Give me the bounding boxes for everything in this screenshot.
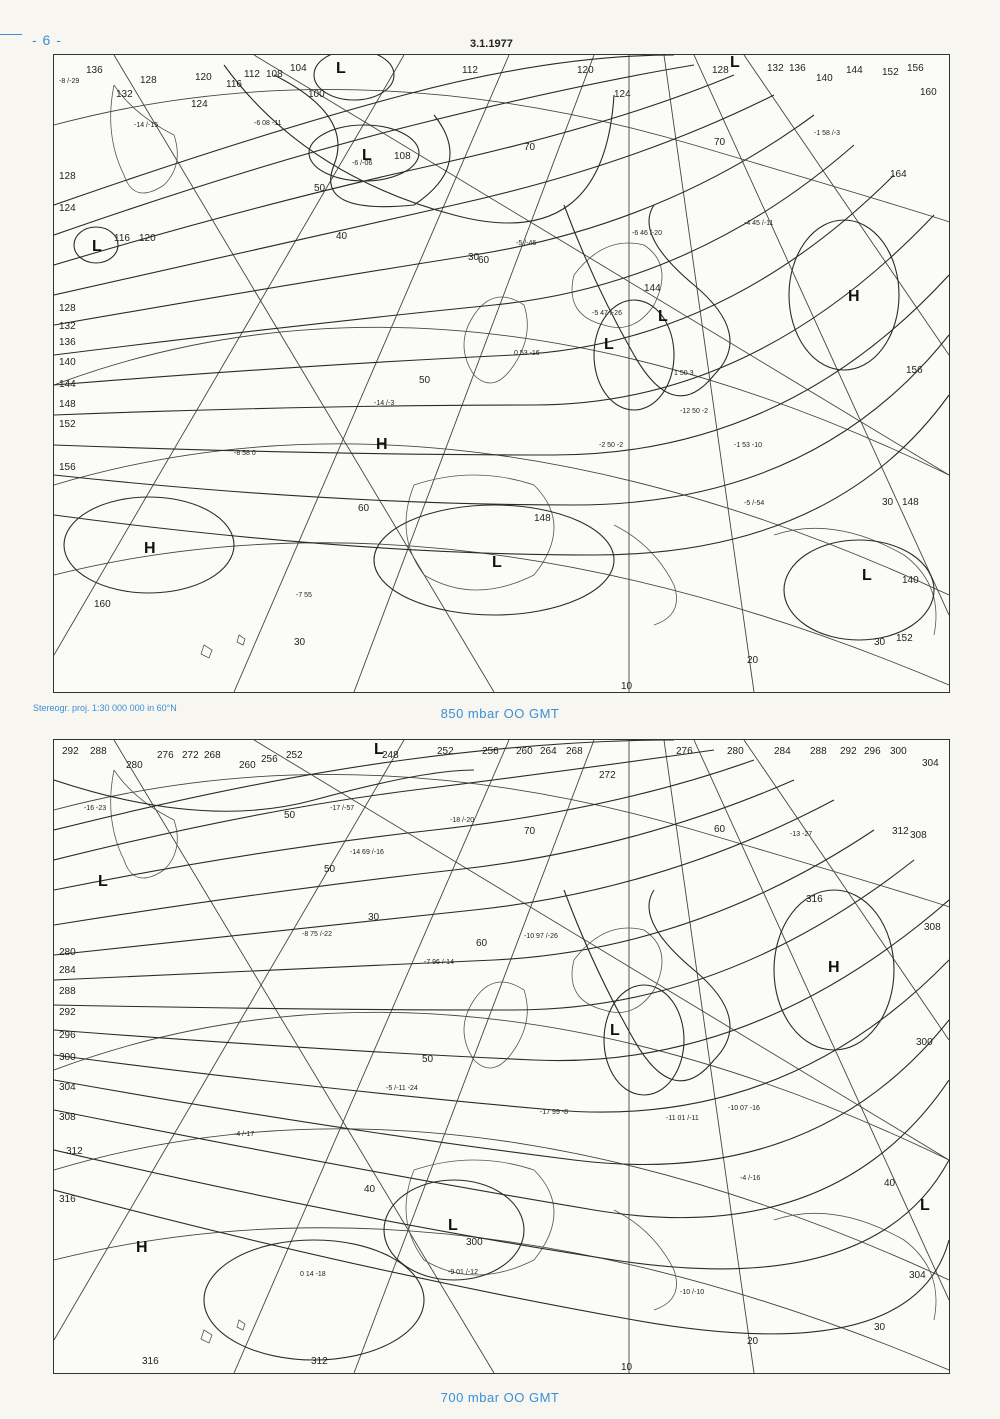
- meridian-line: [54, 55, 404, 655]
- station-plot: -1 58 /-3: [814, 130, 841, 137]
- latitude-line: [54, 444, 949, 595]
- contour-label: 144: [846, 65, 863, 76]
- station-plot: 1 50 3: [674, 370, 694, 377]
- contour-label: 280: [126, 760, 143, 771]
- contour-label: 260: [239, 760, 256, 771]
- page-number: - 6 -: [32, 32, 62, 48]
- contour-label: 124: [614, 89, 631, 100]
- station-plot: -18 /-20: [450, 817, 475, 824]
- longitude-label: 20: [747, 1336, 759, 1347]
- station-plot: -5 47 /-26: [592, 310, 622, 317]
- latitude-label: 30: [874, 1322, 886, 1333]
- contour-label: 248: [382, 750, 399, 761]
- meridian-line: [694, 55, 949, 615]
- latitude-line: [54, 327, 949, 475]
- station-plot: -1 53 -10: [734, 442, 763, 449]
- contour-label: 280: [727, 746, 744, 757]
- closed-contour-104: [314, 55, 394, 100]
- meridian-line: [664, 740, 754, 1373]
- contour-label: 300: [890, 746, 907, 757]
- contour-label: 136: [86, 65, 103, 76]
- station-plot: -8 58 0: [234, 450, 256, 457]
- contour-label: 256: [261, 754, 278, 765]
- low-center-marker: L: [336, 60, 346, 77]
- contour-lines: [54, 740, 949, 1334]
- station-plot: -5 /-54: [744, 500, 765, 507]
- contour-label: 268: [566, 746, 583, 757]
- contour-label: 316: [806, 894, 823, 905]
- latitude-label: 50: [324, 864, 336, 875]
- station-plot: -4 /-16: [740, 1175, 761, 1182]
- iberia-coast: [406, 475, 554, 590]
- station-plot: -6 /-06: [352, 160, 373, 167]
- low-center-marker: L: [604, 336, 614, 353]
- station-plot: -2 50 -2: [599, 442, 624, 449]
- map-850mbar[interactable]: [53, 54, 950, 693]
- contour-label: 312: [311, 1356, 328, 1367]
- contour-label: 304: [922, 758, 939, 769]
- contour-label: 120: [577, 65, 594, 76]
- closed-contour-148-east: [784, 540, 934, 640]
- low-center-marker: L: [658, 308, 668, 325]
- latitude-label: 50: [422, 1054, 434, 1065]
- contour-label: 268: [204, 750, 221, 761]
- contour-line: [54, 780, 794, 925]
- graticule: [54, 55, 949, 692]
- longitude-label: 10: [621, 1362, 633, 1373]
- contour-line: [54, 1080, 949, 1218]
- latitude-label: 60: [478, 255, 490, 266]
- contour-label: 30: [874, 637, 886, 648]
- contour-label: 160: [920, 87, 937, 98]
- contour-line: [54, 900, 949, 1061]
- contour-label: 128: [712, 65, 729, 76]
- contour-label: 292: [62, 746, 79, 757]
- contour-label: 120: [139, 233, 156, 244]
- coastline: [111, 770, 936, 1343]
- contour-line: [54, 760, 754, 890]
- contour-line: [54, 1150, 949, 1269]
- station-plot: -8 75 /-22: [302, 931, 332, 938]
- station-plot: -10 /-10: [680, 1289, 705, 1296]
- contour-label: 296: [864, 746, 881, 757]
- contour-label: 124: [59, 203, 76, 214]
- contour-label: 252: [437, 746, 454, 757]
- contour-label: 288: [59, 986, 76, 997]
- meridian-line: [744, 740, 949, 1040]
- contour-label: 108: [266, 69, 283, 80]
- low-center-marker: L: [98, 873, 108, 890]
- british-isles-coast: [464, 297, 527, 383]
- contour-label: 148: [902, 497, 919, 508]
- contour-label: 136: [59, 337, 76, 348]
- contour-label: 120: [195, 72, 212, 83]
- station-plot: -11 01 /-11: [666, 1115, 699, 1122]
- low-center-marker: L: [610, 1022, 620, 1039]
- station-plot: -4 45 /-11: [744, 220, 774, 227]
- contour-label: 252: [286, 750, 303, 761]
- station-plot: -14 /-3: [374, 400, 395, 407]
- italy-coast: [614, 1210, 677, 1310]
- contour-label: 100: [308, 89, 325, 100]
- closed-contours: [204, 890, 894, 1360]
- station-plot: -5 /-46: [516, 240, 537, 247]
- station-plot: -9 01 /-12: [448, 1269, 478, 1276]
- latitude-line: [54, 1012, 949, 1160]
- contour-label: 30: [294, 637, 306, 648]
- contour-label: 140: [816, 73, 833, 84]
- latitude-label: 40: [336, 231, 348, 242]
- longitude-label: 20: [747, 655, 759, 666]
- contour-label: 132: [116, 89, 133, 100]
- meridian-line: [694, 740, 949, 1300]
- graticule: [54, 740, 949, 1373]
- station-plot: -6 46 /-20: [632, 230, 662, 237]
- meridian-line: [354, 55, 594, 692]
- contour-label: 260: [516, 746, 533, 757]
- low-center-marker: L: [448, 1217, 458, 1234]
- high-center-marker: H: [136, 1239, 148, 1256]
- contour-label: 288: [90, 746, 107, 757]
- station-plot: 0 14 -18: [300, 1271, 326, 1278]
- edge-rule: [0, 34, 22, 35]
- contour-label: 284: [774, 746, 791, 757]
- contour-label: 264: [540, 746, 557, 757]
- contour-label: 276: [676, 746, 693, 757]
- station-plot: -14 69 /-16: [350, 849, 384, 856]
- high-center-marker: H: [376, 436, 388, 453]
- contour-label: 284: [59, 965, 76, 976]
- latitude-label: 30: [468, 252, 480, 263]
- contour-label: 140: [59, 357, 76, 368]
- station-plot: 0 53 -16: [514, 350, 540, 357]
- graticule-labels: [284, 810, 896, 1373]
- contour-label: 132: [59, 321, 76, 332]
- contour-label: 128: [140, 75, 157, 86]
- contour-label: 164: [890, 169, 907, 180]
- contour-label: 308: [59, 1112, 76, 1123]
- latitude-line: [54, 1129, 949, 1280]
- latitude-label: 60: [476, 938, 488, 949]
- latitude-label: 30: [882, 497, 894, 508]
- projection-note: Stereogr. proj. 1:30 000 000 in 60°N: [33, 703, 177, 713]
- contour-label: 128: [59, 171, 76, 182]
- contour-label: 288: [810, 746, 827, 757]
- contour-label: 144: [59, 379, 76, 390]
- map-caption-700: 700 mbar OO GMT: [440, 1390, 560, 1405]
- contour-label: 156: [59, 462, 76, 473]
- contour-label: 128: [59, 303, 76, 314]
- low-center-marker: L: [730, 55, 740, 71]
- page-date: 3.1.1977: [470, 38, 513, 50]
- contour-label: 124: [191, 99, 208, 110]
- contour-label: 272: [182, 750, 199, 761]
- contour-label: 276: [157, 750, 174, 761]
- contour-label: 116: [226, 79, 242, 90]
- contour-label: 304: [59, 1082, 76, 1093]
- station-plot: -10 07 -16: [728, 1105, 760, 1112]
- contour-label: 280: [59, 947, 76, 958]
- latitude-label: 30: [368, 912, 380, 923]
- latitude-label: 50: [314, 183, 326, 194]
- low-center-marker: L: [492, 554, 502, 571]
- contour-label: 292: [840, 746, 857, 757]
- italy-coast: [614, 525, 677, 625]
- latitude-label: 60: [358, 503, 370, 514]
- contour-label: 136: [789, 63, 806, 74]
- latitude-line: [54, 1228, 949, 1370]
- contour-label: 300: [59, 1052, 76, 1063]
- meridian-line: [114, 740, 494, 1373]
- latitude-label: 50: [419, 375, 431, 386]
- station-plot: -6 08 -11: [254, 120, 282, 127]
- closed-contour-160-east: [789, 220, 899, 370]
- contour-label: 304: [909, 1270, 926, 1281]
- contour-label: 312: [892, 826, 909, 837]
- latitude-label: 70: [714, 137, 726, 148]
- contour-label: 116: [114, 233, 130, 244]
- graticule-labels: [314, 137, 894, 692]
- station-plot: -8 /-29: [59, 78, 80, 85]
- longitude-label: 10: [621, 681, 633, 692]
- contour-label: 108: [394, 151, 411, 162]
- contour-label: 292: [59, 1007, 76, 1018]
- contour-label: 148: [534, 513, 551, 524]
- contour-label: 160: [94, 599, 111, 610]
- contour-label: 316: [59, 1194, 76, 1205]
- contour-line: [54, 175, 894, 385]
- black-sea-coast: [774, 1213, 936, 1320]
- station-plot: -10 97 /-26: [524, 933, 558, 940]
- station-plot: -4 /-17: [234, 1131, 255, 1138]
- station-plot: -5 /-11 -24: [386, 1085, 418, 1092]
- contour-label: 112: [244, 69, 260, 80]
- contour-label: 152: [882, 67, 899, 78]
- meridian-line: [254, 55, 949, 475]
- contour-label: 140: [902, 575, 919, 586]
- contour-line: [54, 145, 854, 355]
- high-center-marker: H: [828, 959, 840, 976]
- contour-label: 300: [916, 1037, 933, 1048]
- latitude-label: 70: [524, 826, 536, 837]
- low-center-marker: L: [920, 1197, 930, 1214]
- station-plot: -7 96 /-14: [424, 959, 454, 966]
- station-plot: -12 50 -2: [680, 408, 709, 415]
- contour-label: 152: [896, 633, 913, 644]
- contour-label: 308: [924, 922, 941, 933]
- high-center-marker: H: [144, 540, 156, 557]
- contour-line: [274, 75, 450, 207]
- station-plot: -17 /-57: [330, 805, 355, 812]
- contour-line: [54, 1020, 949, 1165]
- contour-label: 148: [59, 399, 76, 410]
- pressure-systems: [98, 741, 930, 1256]
- closed-contour-316-west: [204, 1240, 424, 1360]
- contour-line: [224, 65, 614, 223]
- latitude-label: 70: [524, 142, 536, 153]
- map-caption-850: 850 mbar OO GMT: [440, 706, 560, 721]
- contour-label: 144: [644, 283, 661, 294]
- station-plot: -13 -27: [790, 831, 813, 838]
- contour-line: [54, 335, 949, 505]
- contour-line: [54, 1190, 949, 1334]
- low-center-marker: L: [362, 147, 372, 164]
- contour-label: 132: [767, 63, 784, 74]
- contour-line: [54, 215, 934, 415]
- latitude-label: 60: [714, 824, 726, 835]
- station-plot: -17 99 -8: [540, 1109, 569, 1116]
- contour-label: 296: [59, 1030, 76, 1041]
- contour-label: 112: [462, 65, 478, 76]
- low-center-marker: L: [862, 567, 872, 584]
- latitude-label: 40: [884, 1178, 896, 1189]
- latitude-label: 50: [284, 810, 296, 821]
- contour-label: 300: [466, 1237, 483, 1248]
- contour-label: 256: [482, 746, 499, 757]
- contour-label: 308: [910, 830, 927, 841]
- contour-label: 272: [599, 770, 616, 781]
- azores-islands: [201, 635, 245, 658]
- contour-labels: [59, 746, 941, 1367]
- contour-label: 316: [142, 1356, 159, 1367]
- contour-label: 104: [290, 63, 307, 74]
- station-plot: -14 /-15: [134, 122, 159, 129]
- meridian-line: [54, 740, 404, 1340]
- low-center-marker: L: [374, 741, 384, 758]
- station-plot: -7 55: [296, 592, 312, 599]
- map-700mbar[interactable]: [53, 739, 950, 1374]
- low-center-marker: L: [92, 238, 102, 255]
- contour-label: 152: [59, 419, 76, 430]
- station-plot: -16 -23: [84, 805, 107, 812]
- latitude-label: 40: [364, 1184, 376, 1195]
- british-isles-coast: [464, 982, 527, 1068]
- contour-label: 156: [907, 63, 924, 74]
- contour-line: [54, 395, 949, 555]
- azores-islands: [201, 1320, 245, 1343]
- contour-label: 156: [906, 365, 923, 376]
- contour-line: [54, 830, 874, 980]
- contour-label: 312: [66, 1146, 83, 1157]
- high-center-marker: H: [848, 288, 860, 305]
